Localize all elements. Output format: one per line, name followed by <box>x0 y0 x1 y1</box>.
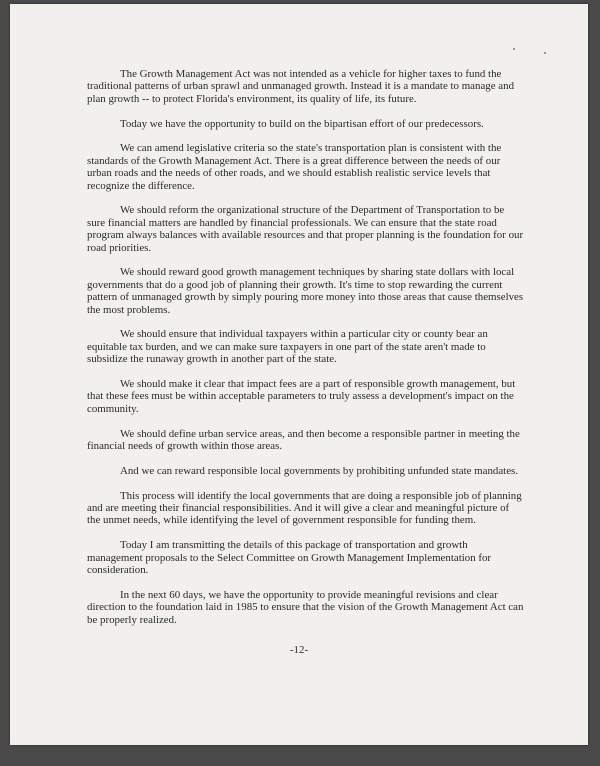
paragraph: We should ensure that individual taxpayers within a particular city or county bear an equitable tax burden, and we can make sure taxpayers in one part of the state aren't made to subsidize the runaway growth in another part of the state. <box>87 328 488 366</box>
paragraph: We should reform the organizational structure of the Department of Transportation to be sure financial matters are handled by financial professionals. We can ensure that the state road program always balances with available resources and that proper planning is the foundation for our road priorities. <box>87 204 524 254</box>
paragraph: This process will identify the local governments that are doing a responsible job of planning and are meeting their financial responsibilities. And it will give a clear and meaningful picture of the unmet needs, while identifying the level of government responsible for funding them. <box>87 489 522 527</box>
paragraph: We should define urban service areas, and then become a responsible partner in meeting the financial needs of growth within those areas. <box>87 427 520 453</box>
document-page <box>10 4 588 745</box>
paragraph: And we can reward responsible local governments by prohibiting unfunded state mandates. <box>120 464 519 477</box>
paragraph: Today we have the opportunity to build on the bipartisan effort of our predecessors. <box>120 117 484 130</box>
paragraph: We should reward good growth management techniques by sharing state dollars with local governments that do a good job of planning their growth. It's time to stop rewarding the current pattern of unmanaged growth by simply pouring more money into those areas that cause themselves the most problems. <box>87 266 524 316</box>
document-body <box>87 68 524 639</box>
paragraph: Today I am transmitting the details of this package of transportation and growth management proposals to the Select Committee on Growth Management Implementation for consideration. <box>87 539 492 577</box>
paper-speck <box>513 48 515 50</box>
paragraph: We should make it clear that impact fees are a part of responsible growth management, but that these fees must be within acceptable parameters to truly assess a development's impact on the community. <box>87 378 516 415</box>
page-number: -12- <box>289 644 309 656</box>
paragraph: We can amend legislative criteria so the state's transportation plan is consistent with the standards of the Growth Management Act. There is a great difference between the needs of our urban roads and the needs of other roads, and we should establish realistic service levels that recognize the difference. <box>87 142 502 192</box>
paper-speck <box>544 52 546 54</box>
paragraph: The Growth Management Act was not intended as a vehicle for higher taxes to fund the traditional patterns of urban sprawl and unmanaged growth. Instead it is a mandate to manage and plan growth -- to protect Florida's environment, its quality of life, its future. <box>87 68 515 105</box>
paragraph: In the next 60 days, we have the opportunity to provide meaningful revisions and clear direction to the foundation laid in 1985 to ensure that the vision of the Growth Management Act can be properly realized. <box>87 588 524 626</box>
